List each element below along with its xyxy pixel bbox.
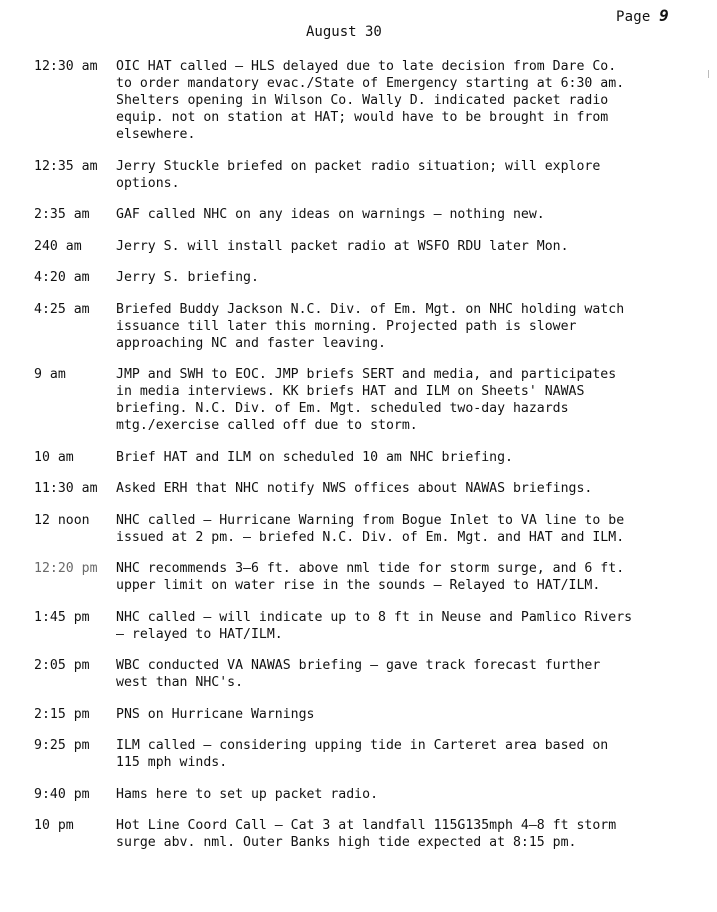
entry-text: Hot Line Coord Call – Cat 3 at landfall 115G135mph 4–8 ft storm surge abv. nml. Outer Banks high tide expected at 8:15 pm. [116, 818, 617, 850]
log-entry [34, 512, 674, 546]
entry-time: 12:30 am [34, 59, 98, 74]
entry-time: 10 pm [34, 818, 74, 833]
entry-text: Jerry S. will install packet radio at WSFO RDU later Mon. [116, 238, 569, 254]
entry-text: PNS on Hurricane Warnings [116, 706, 315, 722]
entry-text: Brief HAT and ILM on scheduled 10 am NHC briefing. [116, 449, 513, 465]
log-entry [34, 609, 674, 643]
log-entry [34, 480, 674, 497]
entry-time: 9:25 pm [34, 738, 90, 753]
log-entry [34, 657, 674, 691]
entry-text: NHC called – Hurricane Warning from Bogue Inlet to VA line to be issued at 2 pm. – briefed N.C. Div. of Em. Mgt. and HAT and ILM. [116, 512, 625, 545]
log-entry [34, 58, 674, 143]
entry-time: 2:15 pm [34, 706, 90, 722]
log-entries [34, 58, 674, 866]
log-entry [34, 560, 674, 594]
entry-time: 12:20 pm [34, 561, 98, 576]
entry-time: 240 am [34, 238, 82, 254]
entry-text: Asked ERH that NHC notify NWS offices about NAWAS briefings. [116, 481, 593, 496]
log-entry [34, 238, 674, 255]
entry-text: WBC conducted VA NAWAS briefing – gave track forecast further west than NHC's. [116, 658, 601, 690]
log-entry [34, 206, 674, 223]
log-entry [34, 817, 674, 851]
margin-mark [708, 70, 709, 78]
entry-time: 11:30 am [34, 481, 98, 496]
entry-text: Jerry S. briefing. [116, 270, 259, 285]
entry-time: 2:05 pm [34, 658, 90, 673]
entry-time: 1:45 pm [34, 609, 90, 625]
entry-time: 9 am [34, 367, 66, 382]
entry-text: JMP and SWH to EOC. JMP briefs SERT and media, and participates in media interviews. KK briefs HAT and ILM on Sheets' NAWAS briefing. N.C. Div. of Em. Mgt. scheduled two-day hazards mtg./exercise called off due to storm. [116, 367, 617, 433]
entry-text: Hams here to set up packet radio. [116, 786, 379, 802]
entry-text: Jerry Stuckle briefed on packet radio situation; will explore options. [116, 158, 601, 191]
log-entry [34, 737, 674, 771]
log-entry [34, 269, 674, 286]
page-number-value: 9 [659, 6, 669, 25]
entry-time: 10 am [34, 449, 74, 465]
entry-time: 4:20 am [34, 270, 90, 285]
entry-text: Briefed Buddy Jackson N.C. Div. of Em. Mgt. on NHC holding watch issuance till later this morning. Projected path is slower approaching NC and faster leaving. [116, 301, 625, 351]
entry-text: ILM called – considering upping tide in Carteret area based on 115 mph winds. [116, 738, 609, 770]
log-entry [34, 158, 674, 192]
entry-time: 12:35 am [34, 158, 98, 174]
log-entry [34, 366, 674, 434]
entry-time: 4:25 am [34, 301, 90, 317]
entry-text: NHC called – will indicate up to 8 ft in Neuse and Pamlico Rivers – relayed to HAT/ILM. [116, 609, 633, 642]
entry-text: GAF called NHC on any ideas on warnings – nothing new. [116, 207, 545, 222]
entry-text: OIC HAT called – HLS delayed due to late decision from Dare Co. to order mandatory evac./State of Emergency starting at 6:30 am. Shelters opening in Wilson Co. Wally D. indicated packet radio equip. not on station at HAT; would have to be brought in from elsewhere. [116, 59, 625, 142]
page-number-label: Page [616, 9, 651, 25]
page-number [616, 6, 669, 25]
entry-time: 2:35 am [34, 207, 90, 222]
log-entry [34, 786, 674, 803]
log-entry [34, 301, 674, 352]
page-date: August 30 [306, 24, 382, 40]
log-entry [34, 706, 674, 723]
log-entry [34, 449, 674, 466]
entry-time: 12 noon [34, 512, 90, 528]
entry-text: NHC recommends 3–6 ft. above nml tide for storm surge, and 6 ft. upper limit on water rise in the sounds – Relayed to HAT/ILM. [116, 561, 625, 593]
entry-time: 9:40 pm [34, 786, 90, 802]
